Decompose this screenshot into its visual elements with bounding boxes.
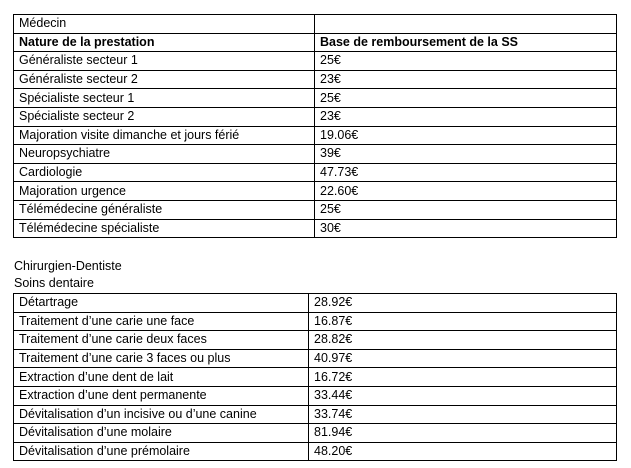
table-row <box>14 163 617 182</box>
soins-dentaire-subtitle: Soins dentaire <box>14 276 94 290</box>
remboursement-cell: 23€ <box>315 70 617 89</box>
prestation-cell: Spécialiste secteur 2 <box>14 107 315 126</box>
remboursement-cell: 39€ <box>315 145 617 164</box>
remboursement-cell: 81.94€ <box>309 424 617 443</box>
remboursement-cell: 19.06€ <box>315 126 617 145</box>
prestation-cell: Spécialiste secteur 1 <box>14 89 315 108</box>
remboursement-cell: 30€ <box>315 219 617 238</box>
table-row <box>14 368 617 387</box>
remboursement-cell: 16.87€ <box>309 312 617 331</box>
table-row <box>14 219 617 238</box>
dentiste-section-title: Chirurgien-Dentiste <box>14 259 122 273</box>
medecin-header-row <box>14 33 617 52</box>
column-header-base-remboursement: Base de remboursement de la SS <box>315 33 617 52</box>
table-row <box>14 312 617 331</box>
remboursement-cell: 48.20€ <box>309 442 617 461</box>
table-row <box>14 294 617 313</box>
prestation-cell: Généraliste secteur 2 <box>14 70 315 89</box>
prestation-cell: Dévitalisation d’une molaire <box>14 424 309 443</box>
remboursement-cell: 40.97€ <box>309 349 617 368</box>
prestation-cell: Extraction d’une dent de lait <box>14 368 309 387</box>
prestation-cell: Extraction d’une dent permanente <box>14 386 309 405</box>
medecin-title: Médecin <box>14 15 315 34</box>
column-header-nature: Nature de la prestation <box>14 33 315 52</box>
medecin-title-empty-cell <box>315 15 617 34</box>
prestation-cell: Majoration urgence <box>14 182 315 201</box>
table-row <box>14 145 617 164</box>
remboursement-cell: 28.82€ <box>309 331 617 350</box>
remboursement-cell: 28.92€ <box>309 294 617 313</box>
prestation-cell: Cardiologie <box>14 163 315 182</box>
table-row <box>14 331 617 350</box>
table-row <box>14 107 617 126</box>
prestation-cell: Détartrage <box>14 294 309 313</box>
remboursement-cell: 47.73€ <box>315 163 617 182</box>
table-row <box>14 424 617 443</box>
prestation-cell: Dévitalisation d’un incisive ou d’une canine <box>14 405 309 424</box>
table-row <box>14 386 617 405</box>
table-row <box>14 349 617 368</box>
table-row <box>14 52 617 71</box>
remboursement-cell: 16.72€ <box>309 368 617 387</box>
prestation-cell: Télémédecine spécialiste <box>14 219 315 238</box>
soins-dentaire-table <box>13 293 617 461</box>
medecin-table <box>13 14 617 238</box>
remboursement-cell: 33.74€ <box>309 405 617 424</box>
prestation-cell: Traitement d’une carie 3 faces ou plus <box>14 349 309 368</box>
remboursement-cell: 25€ <box>315 89 617 108</box>
table-row <box>14 89 617 108</box>
prestation-cell: Télémédecine généraliste <box>14 200 315 219</box>
prestation-cell: Majoration visite dimanche et jours férié <box>14 126 315 145</box>
table-row <box>14 126 617 145</box>
table-row <box>14 200 617 219</box>
prestation-cell: Généraliste secteur 1 <box>14 52 315 71</box>
table-row <box>14 182 617 201</box>
table-row <box>14 442 617 461</box>
prestation-cell: Traitement d’une carie deux faces <box>14 331 309 350</box>
remboursement-cell: 25€ <box>315 52 617 71</box>
remboursement-cell: 25€ <box>315 200 617 219</box>
prestation-cell: Neuropsychiatre <box>14 145 315 164</box>
table-row <box>14 405 617 424</box>
medecin-title-row <box>14 15 617 34</box>
prestation-cell: Dévitalisation d’une prémolaire <box>14 442 309 461</box>
remboursement-cell: 22.60€ <box>315 182 617 201</box>
remboursement-cell: 33.44€ <box>309 386 617 405</box>
remboursement-cell: 23€ <box>315 107 617 126</box>
prestation-cell: Traitement d’une carie une face <box>14 312 309 331</box>
table-row <box>14 70 617 89</box>
